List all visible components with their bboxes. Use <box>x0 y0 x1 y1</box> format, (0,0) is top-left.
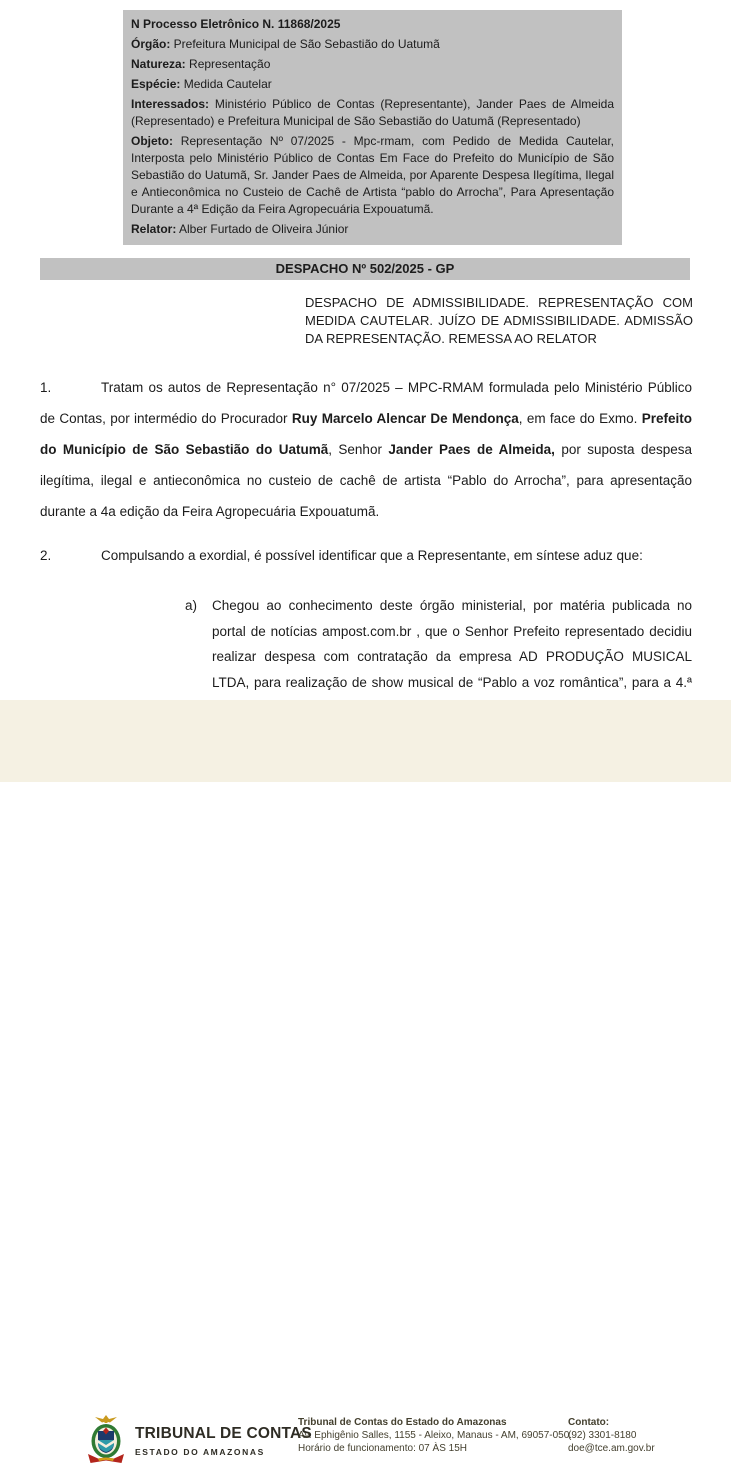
paragraph-2-text: Compulsando a exordial, é possível identificar que a Representante, em síntese aduz que: <box>101 548 643 563</box>
footer-address-column <box>298 1416 572 1455</box>
contact-email: doe@tce.am.gov.br <box>568 1443 655 1454</box>
address-hours: Horário de funcionamento: 07 ÀS 15H <box>298 1443 467 1454</box>
address-title: Tribunal de Contas do Estado do Amazonas <box>298 1417 507 1428</box>
natureza-row: Natureza: Representação <box>131 57 271 71</box>
paragraph-1-number: 1. <box>40 380 52 395</box>
despacho-title-bar <box>40 258 690 280</box>
interessados-row: Interessados: Ministério Público de Contas (Representante), Jander Paes de Almeida (Representado) e Prefeitura Municipal de São Sebastião do Uatumã (Representado) <box>131 97 614 128</box>
contact-phone: (92) 3301-8180 <box>568 1430 637 1441</box>
org-name: TRIBUNAL DE CONTAS <box>135 1425 312 1442</box>
org-subtitle: ESTADO DO AMAZONAS <box>135 1447 265 1457</box>
footer-brand <box>135 1425 312 1457</box>
footer-contact-column <box>568 1416 655 1455</box>
list-item-a-marker: a) <box>185 598 198 613</box>
paragraph-1-text: Tratam os autos de Representação n° 07/2025 – MPC-RMAM formulada pelo Ministério Público de Contas, por intermédio do Procurador Ruy Marcelo Alencar De Mendonça, em face do Exmo. Prefeito do Município de São Sebastião do Uatumã, Senhor Jander Paes de Almeida, por suposta despesa ilegítima, ilegal e antieconômica no custeio de cachê de artista “Pablo do Arrocha”, para apresentação durante a 4a edição da Feira Agropecuária Expouatumã. <box>40 380 692 519</box>
paragraph-2-number: 2. <box>40 548 52 563</box>
relator-row: Relator: Alber Furtado de Oliveira Júnior <box>131 222 349 236</box>
paragraph-1 <box>40 372 692 527</box>
orgao-row: Órgão: Prefeitura Municipal de São Sebastião do Uatumã <box>131 37 440 51</box>
list-item-a-text: Chegou ao conhecimento deste órgão ministerial, por matéria publicada no portal de notícias ampost.com.br , que o Senhor Prefeito representado decidiu realizar despesa com contratação da empresa AD PRODUÇÃO MUSICAL LTDA, para realização de show musical de “Pablo a voz romântica”, para a 4.ª <box>212 598 692 690</box>
especie-row: Espécie: Medida Cautelar <box>131 77 272 91</box>
contact-title: Contato: <box>568 1417 610 1428</box>
footer <box>0 700 731 1457</box>
objeto-row: Objeto: Representação Nº 07/2025 - Mpc-rmam, com Pedido de Medida Cautelar, Interposta pelo Ministério Público de Contas Em Face do Prefeito do Município de São Sebastião do Uatumã, Sr. Jander Paes de Almeida, por Aparente Despesa Ilegítima, Ilegal e Antieconômica no Custeio de Cachê de Artista “pablo do Arrocha”, Para Apresentação Durante a 4ª Edição da Feira Agropecuária Expouatumã. <box>131 134 614 216</box>
process-info-block <box>123 10 622 245</box>
process-number-row: N Processo Eletrônico N. 11868/2025 <box>131 17 341 31</box>
decision-summary: DESPACHO DE ADMISSIBILIDADE. REPRESENTAÇÃO COM MEDIDA CAUTELAR. JUÍZO DE ADMISSIBILIDADE. ADMISSÃO DA REPRESENTAÇÃO. REMESSA AO RELATOR <box>305 295 693 346</box>
despacho-title: DESPACHO Nº 502/2025 - GP <box>275 261 455 276</box>
address-line: Av. Ephigênio Salles, 1155 - Aleixo, Manaus - AM, 69057-050. <box>298 1430 573 1441</box>
tce-am-coat-of-arms-icon <box>86 1414 126 1473</box>
paragraph-2 <box>40 540 692 571</box>
